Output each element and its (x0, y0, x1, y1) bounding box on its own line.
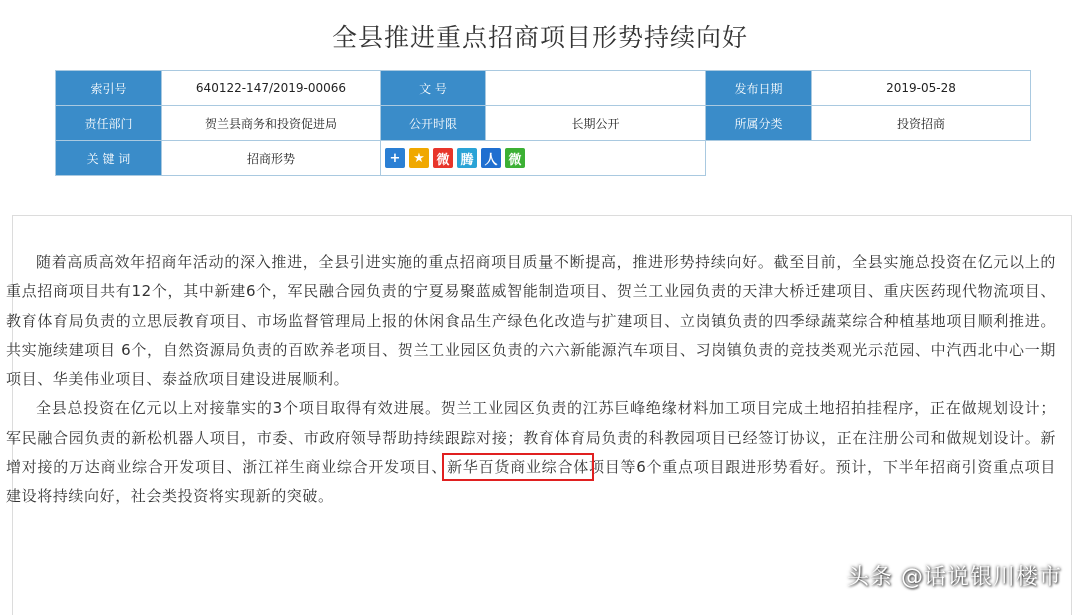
disclosure-period-value: 长期公开 (486, 106, 706, 141)
paragraph-2 (6, 394, 1056, 511)
doc-number-label: 文 号 (381, 71, 486, 106)
paragraph-1: 随着高质高效年招商年活动的深入推进，全县引进实施的重点招商项目质量不断提高，推进形势持续向好。截至目前，全县实施总投资在亿元以上的重点招商项目共有12个，其中新建6个，军民融合园负责的宁夏易聚蓝威智能制造项目、贺兰工业园负责的天津大桥迁建项目、重庆医药现代物流项目、教育体育局负责的立思辰教育项目、市场监督管理局上报的休闲食品生产绿色化改造与扩建项目、立岗镇负责的四季绿蔬菜综合种植基地项目顺利推进。共实施续建项目 6个，自然资源局负责的百欧养老项目、贺兰工业园区负责的六六新能源汽车项目、习岗镇负责的竞技类观光示范园、中汽西北中心一期项目、华美伟业项目、泰益欣项目建设进展顺利。 (6, 253, 1056, 389)
keyword-label: 关 键 词 (56, 141, 162, 176)
page-title: 全县推进重点招商项目形势持续向好 (331, 23, 748, 52)
index-label: 索引号 (56, 71, 162, 106)
renren-share-icon[interactable]: 人 (481, 148, 501, 168)
keyword-value: 招商形势 (162, 141, 381, 176)
tencent-weibo-share-icon[interactable]: 腾 (457, 148, 477, 168)
department-value: 贺兰县商务和投资促进局 (162, 106, 381, 141)
disclosure-period-label: 公开时限 (381, 106, 486, 141)
wechat-share-icon[interactable]: 微 (505, 148, 525, 168)
share-bar (381, 141, 706, 176)
share-icons (385, 148, 525, 168)
category-label: 所属分类 (706, 106, 812, 141)
highlighted-text: 新华百货商业综合体 (447, 458, 589, 477)
metadata-table (55, 70, 1031, 176)
paragraph-2-text-end: 项目等6个重点项目跟进形势看好。预计，下半年招商引资重点项目建设将持续向好，社会类投资将实现新的突破。 (6, 458, 1056, 506)
metadata-row (56, 71, 1031, 106)
publish-date-value: 2019-05-28 (812, 71, 1031, 106)
index-value: 640122-147/2019-00066 (162, 71, 381, 106)
article-body (0, 248, 1080, 512)
doc-number-value (486, 71, 706, 106)
qzone-share-icon[interactable]: ★ (409, 148, 429, 168)
empty-cell (706, 141, 1031, 176)
publish-date-label: 发布日期 (706, 71, 812, 106)
add-share-icon[interactable]: + (385, 148, 405, 168)
department-label: 责任部门 (56, 106, 162, 141)
watermark: 头条 @话说银川楼市 (847, 565, 1062, 590)
weibo-share-icon[interactable]: 微 (433, 148, 453, 168)
metadata-row (56, 106, 1031, 141)
paragraph-2-text: 全县总投资在亿元以上对接靠实的3个项目取得有效进展。贺兰工业园区负责的江苏巨峰绝缘材料加工项目完成土地招拍挂程序，正在做规划设计；军民融合园负责的新松机器人项目，市委、市政府领导帮助持续跟踪对接；教育体育局负责的科教园项目已经签订协议，正在注册公司和做规划设计。新增对接的万达商业综合开发项目、浙江祥生商业综合开发项目、 (6, 399, 1056, 477)
category-value: 投资招商 (812, 106, 1031, 141)
metadata-row (56, 141, 1031, 176)
